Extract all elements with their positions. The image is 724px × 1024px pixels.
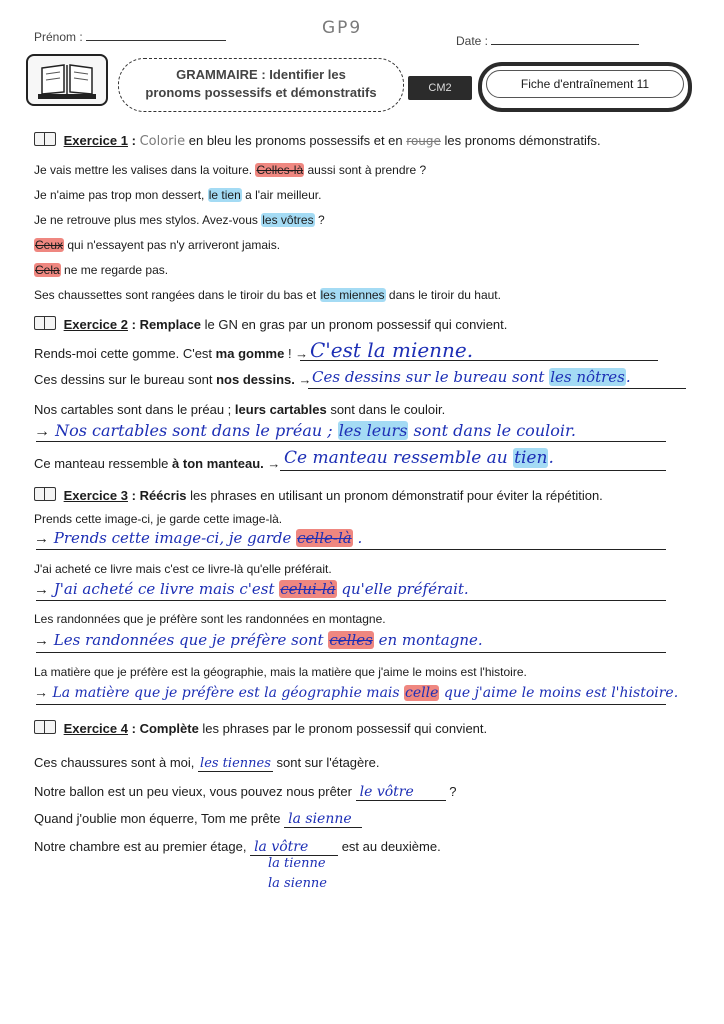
- ex2-answer-1: C'est la mienne.: [310, 338, 474, 362]
- highlight-possessive: les vôtres: [262, 213, 314, 227]
- book-illustration: [26, 54, 108, 106]
- sentence-text: Ces dessins sur le bureau sont: [34, 372, 213, 387]
- ex2-question-4: [34, 456, 280, 471]
- ex3-question-3: Les randonnées que je préfère sont les randonnées en montagne.: [34, 612, 386, 626]
- prenom-field: [34, 30, 226, 44]
- arrow: →: [34, 581, 49, 598]
- ex2-answer-3: [34, 421, 576, 441]
- answer-text: qu'elle préférait.: [341, 580, 469, 598]
- prenom-line: [86, 40, 226, 41]
- sentence-text: sont sur l'étagère.: [276, 755, 380, 770]
- ex1-sentence-3: [34, 213, 325, 227]
- arrow: →: [34, 632, 49, 649]
- ex2-answer-2: [312, 368, 631, 386]
- arrow: →: [34, 423, 50, 440]
- group-code: GP9: [322, 18, 363, 38]
- ex4-answer-1: les tiennes: [200, 756, 271, 771]
- ex2-question-3: [34, 402, 445, 417]
- exercise-4-label: Exercice 4: [63, 721, 128, 736]
- answer-text: Prends cette image-ci, je garde: [53, 529, 292, 547]
- ex2-answer-4: [284, 448, 554, 468]
- ex4-question-4: [34, 839, 441, 856]
- ex1-sentence-5: [34, 263, 168, 277]
- sentence-text: Nos cartables sont dans le préau ;: [34, 402, 232, 417]
- sentence-text: Je ne retrouve plus mes stylos. Avez-vous: [34, 213, 258, 227]
- highlight-possessive: tien: [514, 448, 548, 468]
- exercise-4-instruction: Exercice 4 : Complète les phrases par le pronom possessif qui convient.: [34, 720, 487, 736]
- highlight-possessive: le tien: [208, 188, 241, 202]
- ex3-answer-1: [34, 529, 362, 547]
- sentence-text: Ce manteau ressemble: [34, 456, 169, 471]
- title-bubble: [118, 58, 404, 112]
- highlight-demonstrative: Ceux: [35, 238, 64, 252]
- instruction-text: en bleu les pronoms possessifs et en: [188, 133, 403, 148]
- ex4-answer-3: la sienne: [284, 811, 362, 828]
- instruction-verb: Réécris: [139, 488, 187, 503]
- title-line-1: GRAMMAIRE : Identifier les: [176, 67, 346, 82]
- answer-text: .: [357, 529, 363, 547]
- sentence-text: →: [267, 456, 281, 471]
- sentence-text: Je n'aime pas trop mon dessert,: [34, 188, 205, 202]
- sentence-text: Notre chambre est au premier étage,: [34, 839, 247, 854]
- book-icon: [34, 132, 56, 146]
- sentence-text: dans le tiroir du haut.: [388, 288, 501, 302]
- instruction-verb: Complète: [139, 721, 199, 736]
- sentence-text: ?: [449, 784, 457, 799]
- highlight-demonstrative: Celles-là: [256, 163, 304, 177]
- exercise-1-instruction: Exercice 1 : Colorie en bleu les pronoms possessifs et en rouge les pronoms démonstratifs.: [34, 132, 601, 149]
- exercise-2-instruction: Exercice 2 : Remplace le GN en gras par un pronom possessif qui convient.: [34, 316, 507, 332]
- arrow: →: [34, 684, 48, 700]
- exercise-3-instruction: Exercice 3 : Réécris les phrases en utilisant un pronom démonstratif pour éviter la répétition.: [34, 487, 603, 503]
- ex1-sentence-6: [34, 288, 501, 302]
- ex4-answer-2: le vôtre: [356, 784, 446, 801]
- title-line-2: pronoms possessifs et démonstratifs: [145, 85, 377, 100]
- highlight-demonstrative: celles: [329, 631, 373, 649]
- answer-text: La matière que je préfère est la géographie mais: [52, 685, 400, 701]
- arrow: →: [34, 530, 49, 547]
- sheet-label: Fiche d'entraînement 11: [486, 70, 684, 98]
- answer-line: [36, 704, 666, 705]
- ex4-question-1: [34, 755, 379, 772]
- sentence-text: ne me regarde pas.: [64, 263, 169, 277]
- ex2-question-2: [34, 372, 311, 387]
- answer-line: [36, 600, 666, 601]
- ex4-answer-4: la vôtre: [250, 839, 338, 856]
- ex3-question-4: La matière que je préfère est la géographie, mais la matière que j'aime le moins est l'histoire.: [34, 665, 527, 679]
- ex4-note-1: la tienne: [268, 856, 326, 871]
- bold-gn: nos dessins.: [216, 372, 295, 387]
- ex2-question-1: [34, 346, 308, 361]
- answer-line: [300, 360, 658, 361]
- sentence-text: est au deuxième.: [341, 839, 441, 854]
- answer-line: [308, 388, 686, 389]
- sentence-text: a l'air meilleur.: [245, 188, 322, 202]
- sentence-text: ?: [317, 213, 325, 227]
- sentence-text: Rends-moi cette gomme. C'est: [34, 346, 213, 361]
- ex4-note-2: la sienne: [268, 876, 328, 891]
- date-label: Date :: [456, 34, 489, 48]
- instruction-text: les pronoms démonstratifs.: [444, 133, 601, 148]
- ex3-question-2: J'ai acheté ce livre mais c'est ce livre-là qu'elle préférait.: [34, 562, 332, 576]
- sentence-text: Ses chaussettes sont rangées dans le tiroir du bas et: [34, 288, 317, 302]
- ex4-question-3: [34, 811, 362, 828]
- answer-text: .: [548, 448, 554, 468]
- book-icon: [34, 487, 56, 501]
- highlight-demonstrative: Cela: [35, 263, 60, 277]
- highlight-demonstrative: celle: [405, 685, 439, 701]
- answer-line: [36, 549, 666, 550]
- answer-text: J'ai acheté ce livre mais c'est: [53, 580, 275, 598]
- instruction-text: les phrases en utilisant un pronom démonstratif pour éviter la répétition.: [190, 488, 603, 503]
- sentence-text: Notre ballon est un peu vieux, vous pouvez nous prêter: [34, 784, 352, 799]
- date-field: [456, 34, 639, 48]
- answer-line: [36, 652, 666, 653]
- instruction-text: les phrases par le pronom possessif qui convient.: [202, 721, 488, 736]
- highlight-possessive: les nôtres: [550, 368, 625, 386]
- instruction-verb: Remplace: [139, 317, 201, 332]
- exercise-2-label: Exercice 2: [63, 317, 128, 332]
- ex3-question-1: Prends cette image-ci, je garde cette image-là.: [34, 512, 283, 526]
- answer-text: .: [625, 368, 631, 386]
- bold-gn: ma gomme: [215, 346, 285, 361]
- answer-line: [36, 441, 666, 442]
- sentence-text: →: [298, 372, 312, 387]
- sentence-text: Je vais mettre les valises dans la voiture.: [34, 163, 253, 177]
- ex1-sentence-2: [34, 188, 321, 202]
- answer-text: Ces dessins sur le bureau sont: [312, 368, 545, 386]
- exercise-1-label: Exercice 1: [63, 133, 128, 148]
- answer-line: [280, 470, 666, 471]
- sentence-text: aussi sont à prendre ?: [307, 163, 427, 177]
- highlight-demonstrative: celui-là: [280, 580, 336, 598]
- answer-text: Les randonnées que je préfère sont: [53, 631, 324, 649]
- level-badge: CM2: [408, 76, 472, 100]
- sentence-text: Ces chaussures sont à moi,: [34, 755, 195, 770]
- bold-gn: leurs cartables: [234, 402, 327, 417]
- highlight-possessive: les leurs: [338, 421, 408, 440]
- answer-text: sont dans le couloir.: [413, 421, 576, 440]
- sentence-text: qui n'essayent pas n'y arriveront jamais.: [67, 238, 281, 252]
- sentence-text: sont dans le couloir.: [330, 402, 446, 417]
- answer-text: Ce manteau ressemble au: [284, 448, 508, 468]
- answer-text: que j'aime le moins est l'histoire.: [443, 685, 679, 701]
- handwritten-color: rouge: [406, 134, 441, 148]
- sentence-text: ! →: [287, 346, 309, 361]
- prenom-label: Prénom :: [34, 30, 83, 44]
- ex1-sentence-4: [34, 238, 280, 252]
- answer-text: Nos cartables sont dans le préau ;: [55, 421, 333, 440]
- sheet-label-pill: [478, 62, 692, 112]
- answer-text: en montagne.: [378, 631, 483, 649]
- highlight-possessive: les miennes: [320, 288, 385, 302]
- sentence-text: Quand j'oublie mon équerre, Tom me prête: [34, 811, 281, 826]
- ex3-answer-4: [34, 684, 678, 701]
- book-icon: [34, 316, 56, 330]
- instruction-text: le GN en gras par un pronom possessif qui convient.: [204, 317, 508, 332]
- bold-gn: à ton manteau.: [172, 456, 264, 471]
- book-icon: [34, 720, 56, 734]
- open-book-icon: [28, 56, 106, 104]
- ex3-answer-2: [34, 580, 469, 598]
- date-line: [491, 44, 639, 45]
- ex3-answer-3: [34, 631, 483, 649]
- exercise-3-label: Exercice 3: [63, 488, 128, 503]
- ex1-sentence-1: [34, 163, 426, 177]
- ex4-question-2: [34, 784, 456, 801]
- handwritten-verb: Colorie: [139, 134, 186, 149]
- highlight-demonstrative: celle-là: [297, 529, 352, 547]
